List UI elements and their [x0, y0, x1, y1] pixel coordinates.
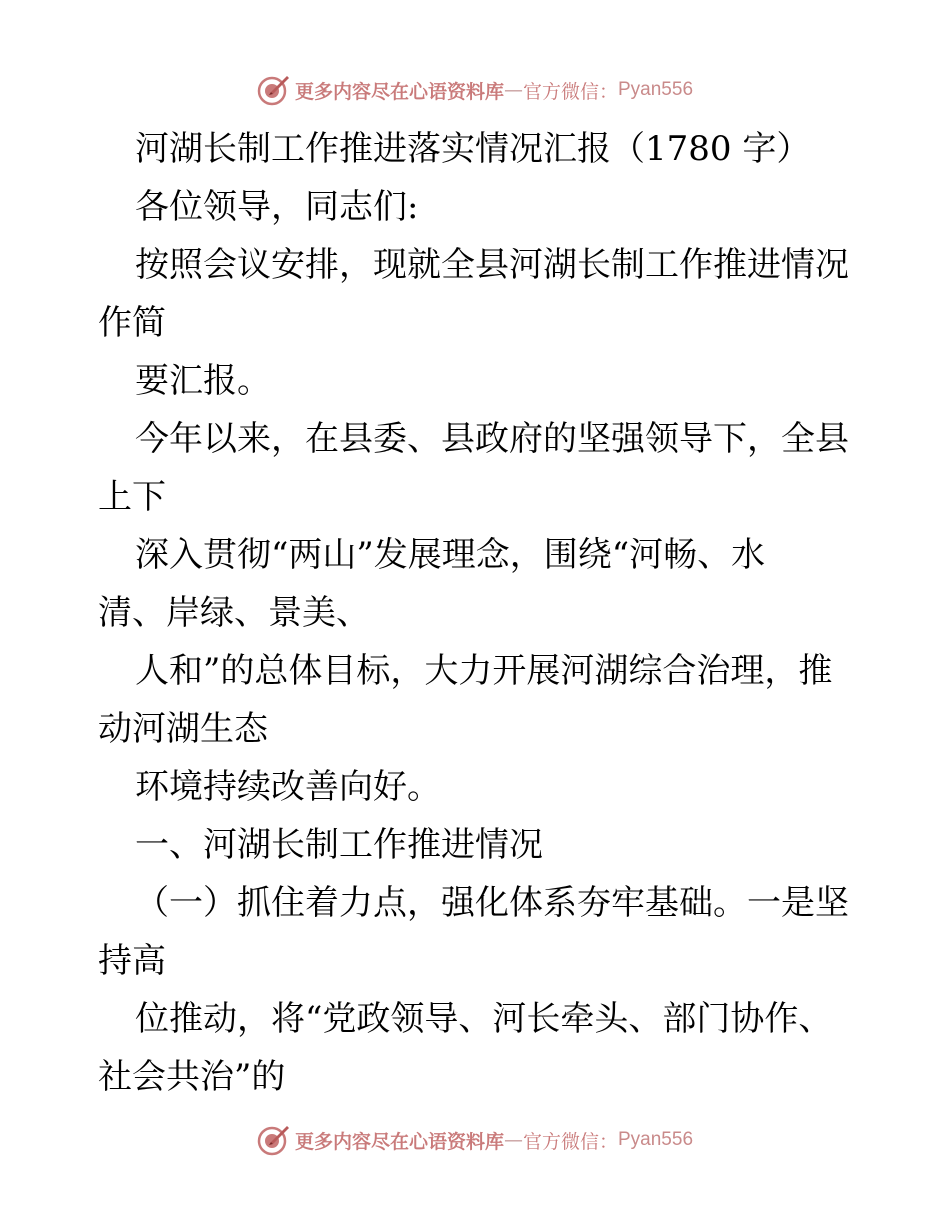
paragraph-line: 持高: [98, 941, 166, 981]
watermark-wechat-id: Pyan556: [618, 79, 694, 100]
paragraph-line: 环境持续改善向好。: [135, 767, 441, 807]
paragraph-line: 要汇报。: [135, 361, 271, 401]
watermark-wechat-label: 官方微信：: [522, 80, 618, 103]
header-watermark: [0, 70, 950, 110]
watermark-dash: —: [503, 79, 523, 101]
paragraph-line: （一）抓住着力点，强化体系夯牢基础。一是坚: [135, 883, 849, 923]
paragraph-line: 社会共治”的: [98, 1057, 286, 1097]
paragraph-line: 人和”的总体目标，大力开展河湖综合治理，推: [135, 651, 833, 691]
paragraph-line: 作简: [98, 303, 166, 343]
paragraph-line: 位推动，将“党政领导、河长牵头、部门协作、: [135, 999, 833, 1039]
watermark-brand: 更多内容尽在心语资料库: [294, 80, 504, 103]
document-title: 河湖长制工作推进落实情况汇报（1780 字）: [135, 129, 811, 169]
watermark-wechat-label: 官方微信：: [522, 1130, 618, 1153]
watermark-wechat-id: Pyan556: [618, 1129, 694, 1150]
footer-watermark: [0, 1120, 950, 1160]
salutation: 各位领导，同志们:: [135, 187, 419, 227]
paragraph-line: 按照会议安排，现就全县河湖长制工作推进情况: [135, 245, 849, 285]
paragraph-line: 今年以来，在县委、县政府的坚强领导下，全县: [135, 419, 849, 459]
pen-seal-icon: [257, 1123, 291, 1157]
watermark-brand: 更多内容尽在心语资料库: [294, 1130, 504, 1153]
paragraph-line: 上下: [98, 477, 166, 517]
section-heading: 一、河湖长制工作推进情况: [135, 825, 543, 865]
paragraph-line: 深入贯彻“两山”发展理念，围绕“河畅、水: [135, 535, 766, 575]
paragraph-line: 清、岸绿、景美、: [98, 593, 370, 633]
watermark-dash: —: [503, 1129, 523, 1151]
pen-seal-icon: [257, 73, 291, 107]
paragraph-line: 动河湖生态: [98, 709, 268, 749]
